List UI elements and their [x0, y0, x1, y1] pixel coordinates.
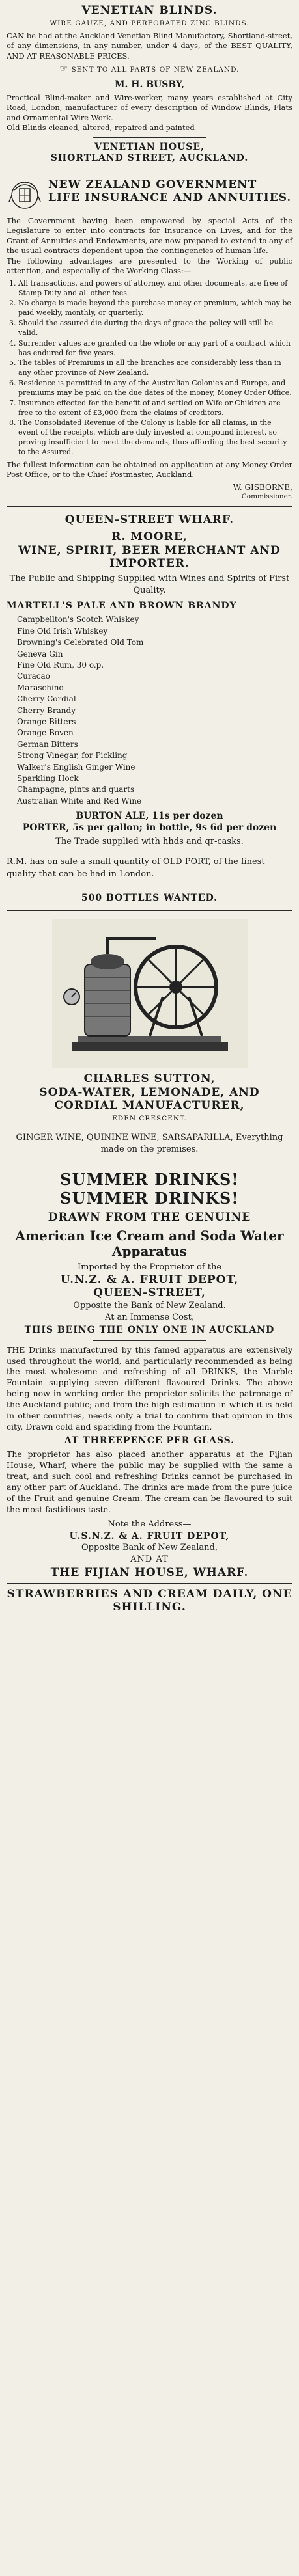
merchant-name: R. MOORE, — [111, 530, 188, 544]
gov-signature: W. GISBORNE, — [233, 482, 292, 492]
list-item: Cherry Brandy — [17, 705, 76, 715]
and-at: AND AT — [130, 1554, 169, 1565]
ad-note-text: SENT TO ALL PARTS OF NEW ZEALAND. — [71, 66, 240, 74]
divider — [93, 1340, 207, 1341]
list-item: Cherry Cordial — [17, 694, 76, 704]
list-item: Australian White and Red Wine — [17, 796, 142, 806]
list-item: Walker's English Ginger Wine — [17, 762, 135, 772]
summer-title-2: SUMMER DRINKS! — [60, 1188, 239, 1208]
list-item: Orange Boven — [17, 728, 74, 738]
address-2: Opposite Bank of New Zealand, — [81, 1543, 218, 1553]
ad-subtitle: WIRE GAUZE, AND PERFORATED ZINC BLINDS. — [50, 20, 249, 28]
list-item: 5. The tables of Premiums in all the branches are considerably less than in any other province of New Zealand. — [18, 359, 292, 378]
sutton-trade: SODA-WATER, LEMONADE, AND CORDIAL MANUFACTURER, — [39, 1085, 260, 1112]
summer-price: AT THREEPENCE PER GLASS. — [64, 1435, 235, 1446]
note-address: Note the Address— — [107, 1519, 192, 1530]
soda-machine-engraving — [52, 919, 248, 1068]
list-item: Strong Vinegar, for Pickling — [17, 751, 128, 761]
american-apparatus: American Ice Cream and Soda Water Apparatus — [15, 1227, 284, 1259]
ad-body: CAN be had at the Auckland Venetian Blind Manufactory, Shortland-street, of any dimensions, in any number, under 4 days, of the BEST QUALITY, AND AT REASONABLE PRICES. — [7, 31, 292, 61]
list-item: Geneva Gin — [17, 649, 63, 658]
divider — [7, 1583, 292, 1584]
list-item: 8. The Consolidated Revenue of the Colony is liable for all claims, in the event of the receipts, which are duly invested at compound interest, so proving insufficient to meet the demands, thus affording the best security to the Assured. — [18, 418, 292, 457]
gov-outro: The fullest information can be obtained on application at any Money Order Post Office, or to the Chief Postmaster, Auckland. — [7, 459, 292, 480]
list-item: Fine Old Irish Whiskey — [17, 626, 108, 636]
list-item: Sparkling Hock — [17, 773, 79, 783]
ad-title: VENETIAN BLINDS. — [81, 4, 218, 17]
depot-street: QUEEN-STREET, — [93, 1286, 206, 1300]
ad-note — [7, 63, 292, 75]
proprietor-name: M. H. BUSBY, — [114, 79, 185, 90]
summer-body: THE Drinks manufactured by this famed apparatus are extensively used throughout the world, and particularly recommended as being the most wholesome and refreshing of all DRINKS, the Marble Fountain supplying seven different flavoured Drinks. The above being now in working order the proprietor solicits the patronage of the Auckland public; and from the high estimation in which it is held in other countries, needs only a trial to confirm that opinion in this city. Drawn cold and sparkling from the Fountain, — [7, 1344, 292, 1431]
depot-opposite: Opposite the Bank of New Zealand. — [73, 1300, 226, 1310]
ad-title: QUEEN-STREET WHARF. — [64, 513, 235, 527]
list-item: Campbellton's Scotch Whiskey — [17, 615, 139, 625]
list-item: Browning's Celebrated Old Tom — [17, 638, 144, 647]
house-name: VENETIAN HOUSE, — [94, 141, 205, 152]
only-one: THIS BEING THE ONLY ONE IN AUCKLAND — [24, 1325, 275, 1336]
sutton-soda-ad — [7, 911, 292, 1161]
old-port-note: R.M. has on sale a small quantity of OLD PORT, of the finest quality that can be had in London. — [7, 857, 265, 879]
ad-body-2: Practical Blind-maker and Wire-worker, many years established at City Road, London, manufacturer of every description of Window Blinds, Flats and Ornamental Wire Work. — [7, 92, 292, 122]
bottles-wanted: 500 BOTTLES WANTED. — [81, 892, 218, 903]
address-1: U.S.N.Z. & A. FRUIT DEPOT, — [69, 1530, 230, 1541]
sutton-goods: GINGER WINE, QUININE WINE, SARSAPARILLA, Everything made on the premises. — [16, 1132, 283, 1154]
list-item: Fine Old Rum, 30 o.p. — [17, 660, 104, 670]
gov-intro: The Government having been empowered by special Acts of the Legislature to enter into contracts for Insurance on Lives, and for the Grant of Annuities and Endowments, are now prepared to extend to any of the usual contracts dependent upon the contingencies of human life. — [7, 215, 292, 256]
sutton-name: CHARLES SUTTON, — [83, 1072, 216, 1086]
house-address: SHORTLAND STREET, AUCKLAND. — [50, 153, 249, 164]
gov-intro-2: The following advantages are presented to the Working of public attention, and especially of the Working Class:— — [7, 256, 292, 276]
gov-benefits-list — [7, 279, 292, 457]
summer-title-1: SUMMER DRINKS! — [60, 1169, 239, 1189]
list-item: 6. Residence is permitted in any of the Australian Colonies and Europe, and premiums may be paid on the due dates of the money, Money Order Office. — [18, 379, 292, 398]
list-item: Curacao — [17, 671, 50, 681]
burton-ale: BURTON ALE, 11s per dozen — [76, 811, 223, 822]
merchant-trade: WINE, SPIRIT, BEER MERCHANT AND IMPORTER. — [18, 543, 281, 571]
list-item: Champagne, pints and quarts — [17, 785, 135, 794]
list-item: 7. Insurance effected for the benefit of and settled on Wife or Children are free to the extent of £3,000 from the claims of creditors. — [18, 399, 292, 418]
list-item: 4. Surrender values are granted on the whole or any part of a contract which has endured for five years. — [18, 339, 292, 359]
immense-cost: At an Immense Cost, — [105, 1312, 194, 1323]
strawberries: STRAWBERRIES AND CREAM DAILY, ONE SHILLING. — [7, 1587, 292, 1614]
spirits-list — [17, 614, 292, 807]
sutton-address: EDEN CRESCENT. — [112, 1115, 187, 1123]
drawn-from: DRAWN FROM THE GENUINE — [48, 1210, 251, 1224]
trade-note: The Trade supplied with hhds and qr-casks. — [55, 837, 244, 847]
venetian-blinds-ad — [7, 0, 292, 170]
pointing-hand-icon: ☞ — [59, 64, 69, 75]
list-item: Maraschino — [17, 683, 64, 692]
summer-drinks-ad — [7, 1161, 292, 1620]
list-item: 2. No charge is made beyond the purchase money or premium, which may be paid weekly, monthly, or quarterly. — [18, 299, 292, 318]
list-item: Orange Bitters — [17, 717, 76, 726]
imported-by: Imported by the Proprietor of the — [77, 1262, 222, 1272]
divider — [93, 137, 207, 138]
government-insurance-ad — [7, 170, 292, 507]
address-3: THE FIJIAN HOUSE, WHARF. — [50, 1566, 249, 1579]
gov-header — [7, 174, 292, 213]
list-item: German Bitters — [17, 739, 78, 749]
bottles-wanted-ad — [7, 886, 292, 912]
summer-body-2: The proprietor has also placed another apparatus at the Fijian House, Wharf, where the public may be supplied with the same a treat, and such cool and refreshing Drinks cannot be purchased in any other part of Auckland. The drinks are made from the pure juice of the Fruit and genuine Cream. The cream can be flavoured to suit the most fastidious taste. — [7, 1449, 292, 1514]
depot-name: U.N.Z. & A. FRUIT DEPOT, — [60, 1273, 239, 1287]
supply-note: The Public and Shipping Supplied with Wines and Spirits of First Quality. — [9, 573, 290, 595]
brandy-heading: MARTELL'S PALE AND BROWN BRANDY — [7, 600, 237, 611]
ad-body-3: Old Blinds cleaned, altered, repaired and painted — [7, 123, 195, 133]
porter: PORTER, 5s per gallon; in bottle, 9s 6d per dozen — [22, 822, 277, 833]
coat-of-arms-icon — [7, 176, 43, 212]
gov-title: NEW ZEALAND GOVERNMENT LIFE INSURANCE AND ANNUITIES. — [48, 178, 292, 204]
moore-wine-ad — [7, 507, 292, 886]
list-item: 1. All transactions, and powers of attorney, and other documents, are free of Stamp Duty and all other fees. — [18, 279, 292, 299]
list-item: 3. Should the assured die during the days of grace the policy will still be valid. — [18, 319, 292, 338]
gov-signature-title: Commissioner. — [241, 492, 292, 500]
